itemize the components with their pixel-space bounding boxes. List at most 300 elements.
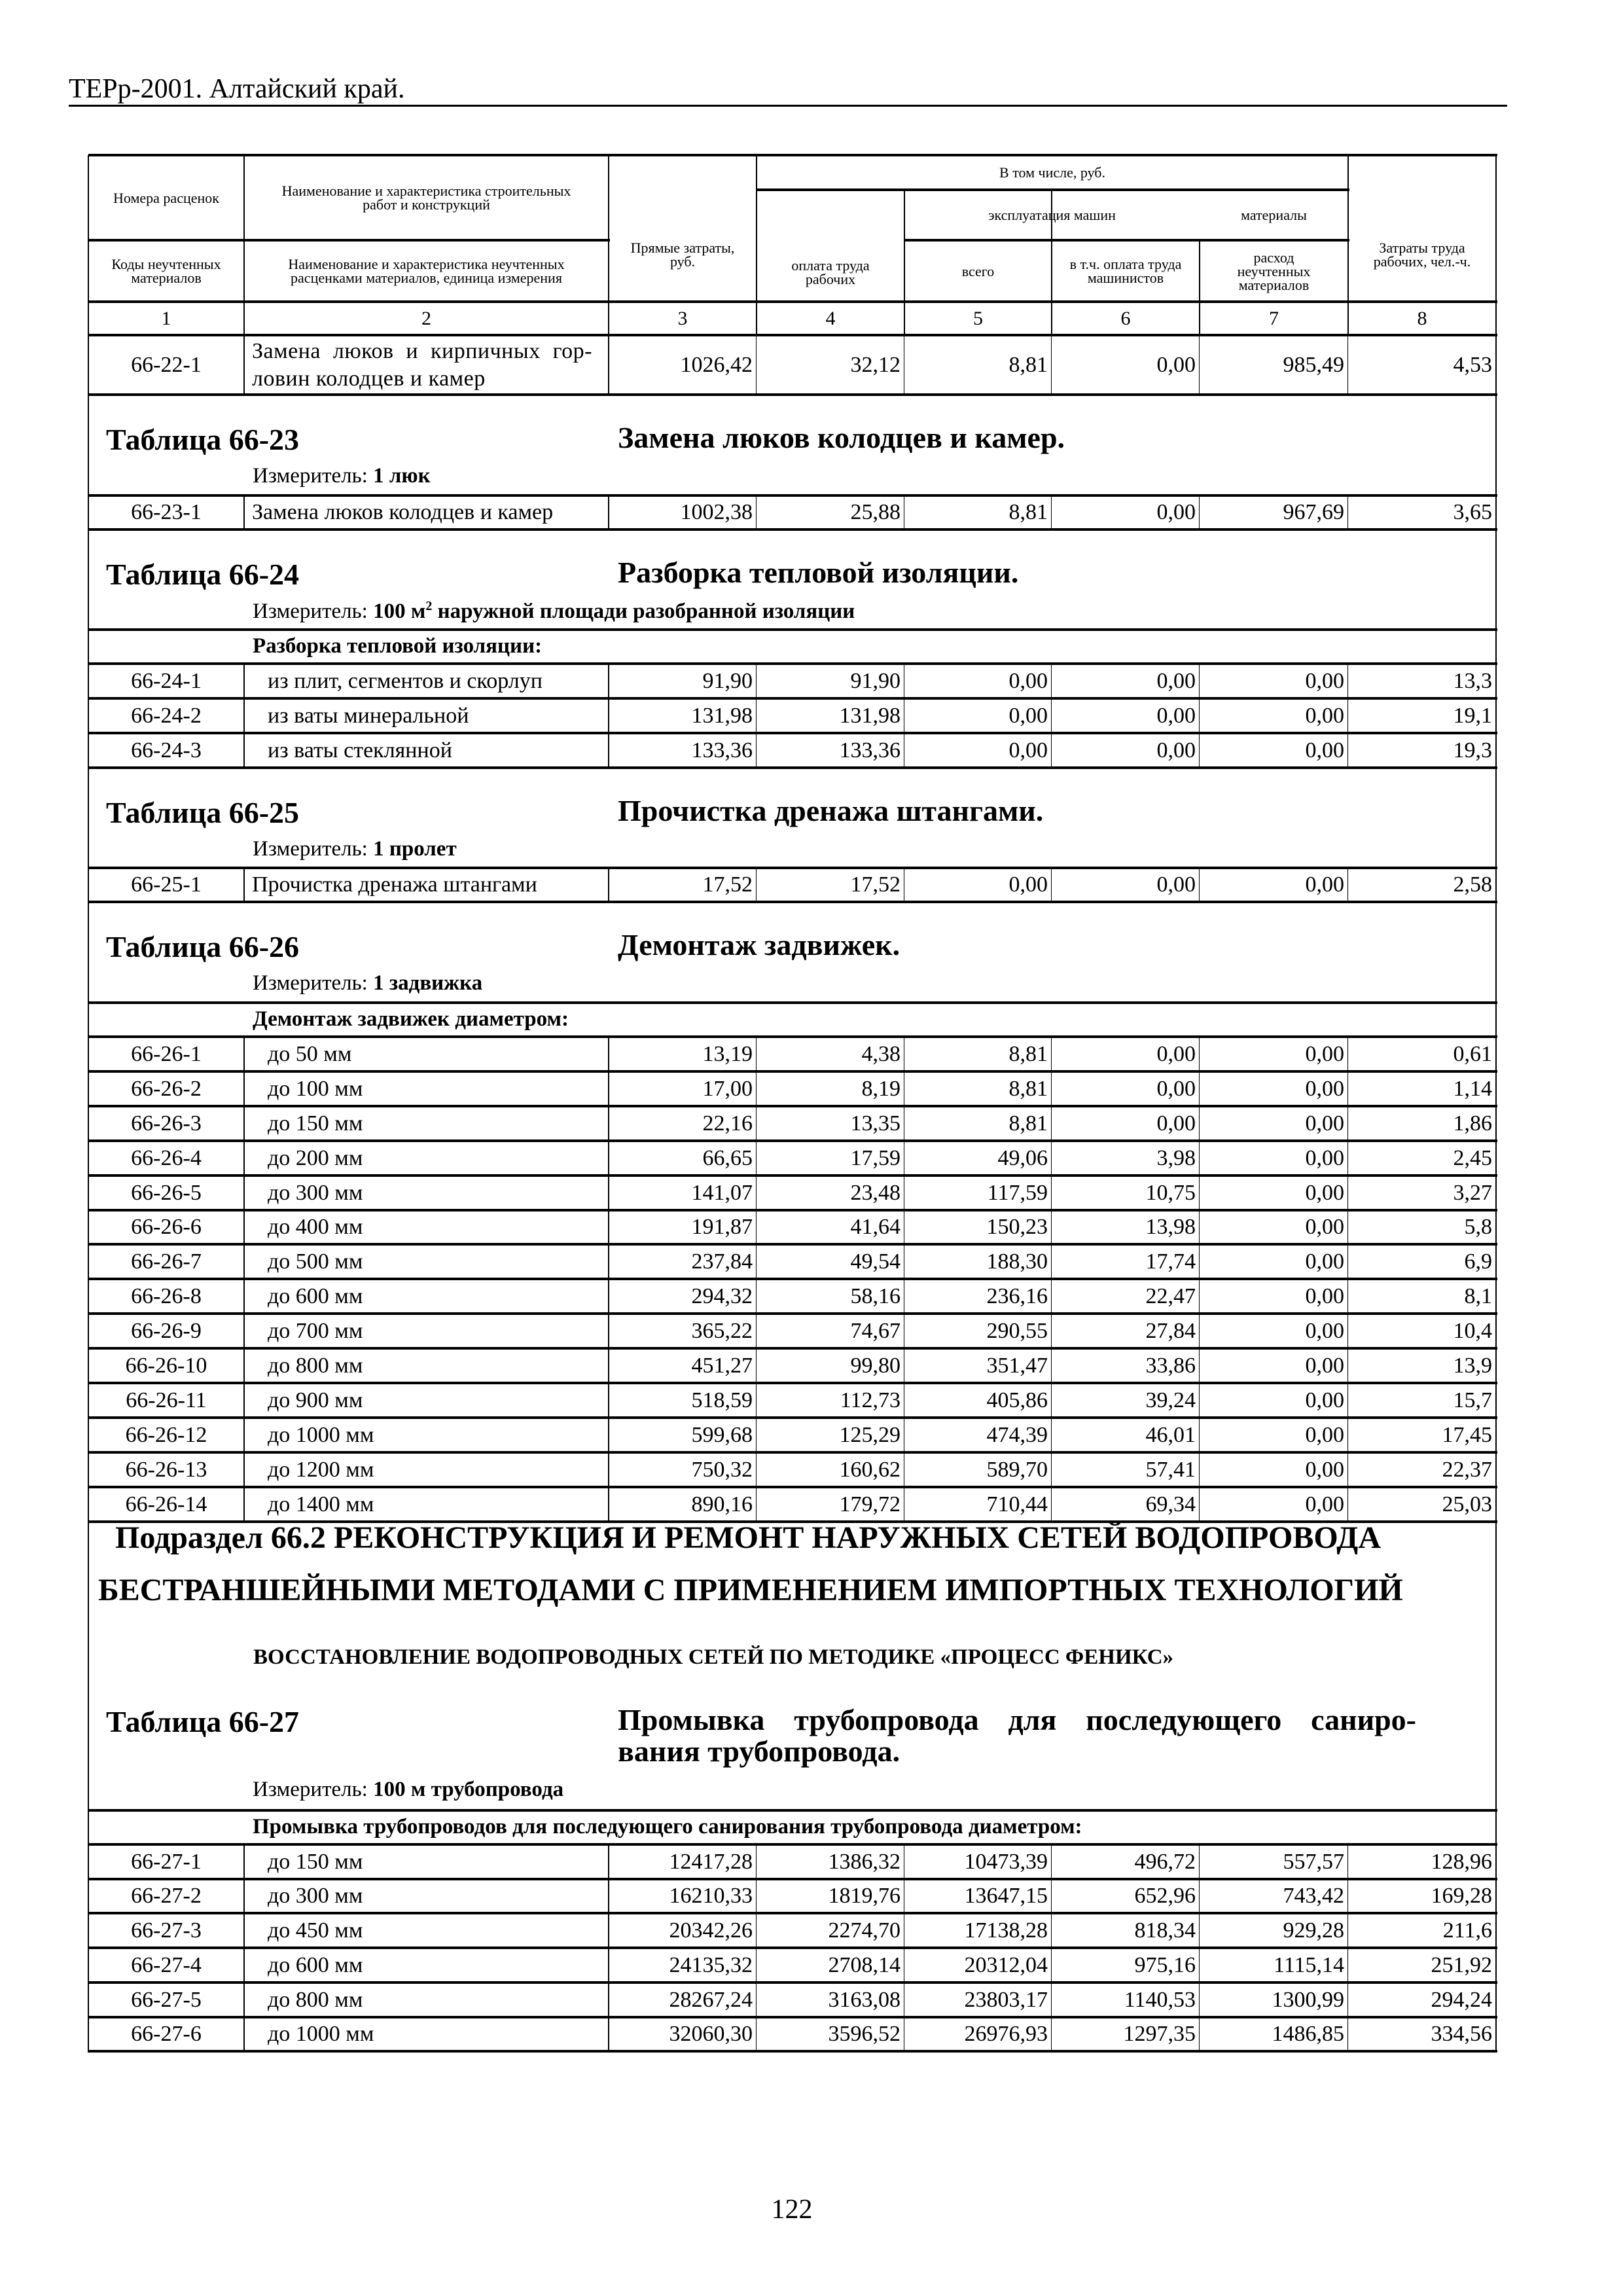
rate-name-text: до 800 мм <box>268 1987 363 2012</box>
rate-code-text: 66-26-5 <box>131 1180 202 1205</box>
rate-name <box>244 1314 609 1348</box>
value-labor <box>757 1141 904 1175</box>
rate-name <box>244 1141 609 1175</box>
rate-name <box>244 1348 609 1383</box>
value-hours-text: 8,1 <box>1464 1283 1492 1308</box>
value-labor-text: 131,98 <box>839 703 901 728</box>
value-labor <box>757 1879 904 1913</box>
value-operators-text: 1140,53 <box>1124 1987 1196 2012</box>
value-machines <box>904 733 1052 768</box>
value-materials <box>1200 698 1348 733</box>
meter-value: 100 м <box>373 600 426 623</box>
running-header: ТЕРр-2001. Алтайский край. <box>69 74 405 104</box>
rate-code <box>88 733 244 768</box>
header-group-including <box>757 155 1348 190</box>
value-materials-text: 929,28 <box>1283 1918 1344 1943</box>
rate-code-text: 66-26-6 <box>131 1215 202 1239</box>
table-subheading: Демонтаж задвижек диаметром: <box>253 1007 569 1031</box>
value-hours <box>1348 1913 1496 1948</box>
value-operators <box>1052 1141 1200 1175</box>
value-operators <box>1052 1418 1200 1452</box>
value-direct-text: 1002,38 <box>680 500 753 524</box>
value-materials-text: 1300,99 <box>1272 1987 1344 2012</box>
value-hours <box>1348 1879 1496 1913</box>
header-col3-text: Прямые затраты, руб. <box>630 240 735 270</box>
rate-name-text: до 150 мм <box>268 1849 363 1874</box>
header-col1-bottom <box>88 240 244 302</box>
value-direct <box>609 1348 757 1383</box>
value-materials-text: 0,00 <box>1305 1145 1344 1170</box>
value-hours <box>1348 1844 1496 1879</box>
value-direct <box>609 2017 757 2051</box>
rate-code-text: 66-26-13 <box>125 1457 207 1482</box>
value-materials-text: 743,42 <box>1283 1884 1344 1908</box>
value-hours-text: 13,9 <box>1453 1353 1492 1378</box>
value-operators <box>1052 1071 1200 1106</box>
rate-code <box>88 1244 244 1279</box>
header-col2-bottom <box>244 240 609 302</box>
rate-name-text: до 600 мм <box>268 1952 363 1977</box>
value-materials <box>1200 1452 1348 1487</box>
table-rule <box>88 628 1497 631</box>
value-materials <box>1200 1314 1348 1348</box>
value-operators <box>1052 1879 1200 1913</box>
value-hours <box>1348 1948 1496 1982</box>
table-rule <box>88 1809 1497 1812</box>
header-col7 <box>1200 240 1348 302</box>
value-hours <box>1348 1141 1496 1175</box>
value-materials-text: 0,00 <box>1305 1388 1344 1412</box>
value-labor-text: 125,29 <box>839 1422 901 1447</box>
value-direct-text: 599,68 <box>691 1422 753 1447</box>
value-machines <box>904 1141 1052 1175</box>
rate-name-text: до 50 мм <box>268 1041 352 1066</box>
value-labor-text: 99,80 <box>850 1353 901 1378</box>
value-machines <box>904 698 1052 733</box>
value-hours <box>1348 1314 1496 1348</box>
value-labor <box>757 1452 904 1487</box>
value-machines <box>904 1418 1052 1452</box>
value-direct-text: 12417,28 <box>669 1849 753 1874</box>
header-group-machines <box>904 190 1200 240</box>
rate-code <box>88 1348 244 1383</box>
value-operators <box>1052 1948 1200 1982</box>
value-operators-text: 13,98 <box>1145 1215 1196 1239</box>
rate-code <box>88 1948 244 1982</box>
value-operators <box>1052 495 1200 529</box>
value-labor-text: 49,54 <box>850 1249 901 1274</box>
value-materials <box>1200 1487 1348 1522</box>
rate-name <box>244 1279 609 1314</box>
column-number-text: 2 <box>421 307 431 329</box>
value-machines <box>904 1071 1052 1106</box>
value-materials-text: 0,00 <box>1305 1283 1344 1308</box>
table-title-line: Промывка трубопровода для последующего саниро- <box>618 1703 1416 1736</box>
value-materials <box>1200 1175 1348 1210</box>
rate-name <box>244 1210 609 1244</box>
value-labor <box>757 1487 904 1522</box>
value-machines-text: 405,86 <box>986 1388 1048 1412</box>
value-machines <box>904 1487 1052 1522</box>
rate-code <box>88 335 244 395</box>
value-materials <box>1200 1279 1348 1314</box>
value-machines <box>904 1210 1052 1244</box>
value-operators <box>1052 868 1200 902</box>
value-direct <box>609 698 757 733</box>
value-direct <box>609 868 757 902</box>
value-hours <box>1348 1106 1496 1141</box>
value-materials-text: 0,00 <box>1305 703 1344 728</box>
header-col7-text: расход неучтенных материалов <box>1237 249 1311 293</box>
value-materials <box>1200 1383 1348 1418</box>
value-machines-text: 8,81 <box>1008 1076 1048 1101</box>
value-machines-text: 0,00 <box>1008 703 1048 728</box>
meter-prefix: Измеритель: <box>253 1778 374 1801</box>
value-hours <box>1348 495 1496 529</box>
header-col3 <box>609 155 757 302</box>
value-labor <box>757 1071 904 1106</box>
value-hours-text: 3,27 <box>1453 1180 1492 1205</box>
value-direct-text: 518,59 <box>691 1388 753 1412</box>
value-materials <box>1200 1141 1348 1175</box>
value-materials <box>1200 1948 1348 1982</box>
table-meter <box>253 599 855 624</box>
rate-name <box>244 1383 609 1418</box>
rate-code <box>88 1913 244 1948</box>
value-operators-text: 0,00 <box>1156 500 1196 524</box>
rate-name-text: до 100 мм <box>268 1076 363 1101</box>
rate-name-text: из ваты минеральной <box>268 703 469 728</box>
header-col5-text: всего <box>961 262 995 279</box>
column-number-text: 1 <box>161 307 171 329</box>
rate-code-text: 66-27-3 <box>131 1918 202 1943</box>
meter-value: 1 задвижка <box>373 971 483 995</box>
value-labor <box>757 495 904 529</box>
value-direct <box>609 1141 757 1175</box>
subsection-title-line2: БЕСТРАНШЕЙНЫМИ МЕТОДАМИ С ПРИМЕНЕНИЕМ ИМПОРТНЫХ ТЕХНОЛОГИЙ <box>98 1573 1403 1607</box>
value-direct <box>609 1279 757 1314</box>
rate-name-text: до 1400 мм <box>268 1492 374 1516</box>
rate-code <box>88 1279 244 1314</box>
value-materials-text: 557,57 <box>1283 1849 1344 1874</box>
rate-name <box>244 1913 609 1948</box>
value-hours <box>1348 2017 1496 2051</box>
rate-name-text: до 700 мм <box>268 1318 363 1343</box>
value-labor-text: 2274,70 <box>828 1918 901 1943</box>
rate-code <box>88 1383 244 1418</box>
value-operators-text: 39,24 <box>1145 1388 1196 1412</box>
value-direct-text: 237,84 <box>691 1249 753 1274</box>
value-materials-text: 0,00 <box>1305 1492 1344 1516</box>
table-title: Разборка тепловой изоляции. <box>618 556 1019 589</box>
value-hours-text: 5,8 <box>1464 1215 1492 1239</box>
table-subheading: Разборка тепловой изоляции: <box>253 634 543 658</box>
value-hours <box>1348 733 1496 768</box>
value-materials <box>1200 664 1348 698</box>
value-machines-text: 8,81 <box>1008 352 1048 377</box>
value-labor <box>757 1913 904 1948</box>
rate-name <box>244 495 609 529</box>
rate-code-text: 66-26-11 <box>126 1388 207 1412</box>
value-labor-text: 17,59 <box>850 1145 901 1170</box>
value-hours <box>1348 1383 1496 1418</box>
table-title: Демонтаж задвижек. <box>618 928 901 961</box>
value-materials <box>1200 495 1348 529</box>
meter-prefix: Измеритель: <box>253 600 374 623</box>
value-machines <box>904 1879 1052 1913</box>
value-operators <box>1052 335 1200 395</box>
value-materials-text: 0,00 <box>1305 1457 1344 1482</box>
rate-name <box>244 1244 609 1279</box>
rate-name <box>244 1418 609 1452</box>
value-materials <box>1200 1879 1348 1913</box>
value-operators <box>1052 1383 1200 1418</box>
value-operators-text: 0,00 <box>1156 352 1196 377</box>
value-machines-text: 17138,28 <box>964 1918 1048 1943</box>
value-labor <box>757 1279 904 1314</box>
value-materials-text: 1115,14 <box>1274 1952 1344 1977</box>
table-label: Таблица 66-26 <box>106 930 300 963</box>
rate-name <box>244 733 609 768</box>
header-col1-top-text: Номера расценок <box>113 189 219 206</box>
value-labor <box>757 1844 904 1879</box>
value-labor-text: 58,16 <box>850 1283 901 1308</box>
value-machines-text: 474,39 <box>986 1422 1048 1447</box>
value-hours <box>1348 1487 1496 1522</box>
rate-code <box>88 1452 244 1487</box>
rate-code-text: 66-26-8 <box>131 1283 202 1308</box>
value-operators-text: 0,00 <box>1156 1076 1196 1101</box>
value-labor <box>757 2017 904 2051</box>
value-operators-text: 17,74 <box>1145 1249 1196 1274</box>
value-hours <box>1348 1175 1496 1210</box>
value-operators <box>1052 1452 1200 1487</box>
column-number-text: 4 <box>825 307 836 329</box>
value-materials-text: 0,00 <box>1305 1353 1344 1378</box>
value-operators-text: 1297,35 <box>1123 2022 1196 2046</box>
value-hours-text: 10,4 <box>1453 1318 1492 1343</box>
value-labor <box>757 1037 904 1071</box>
value-operators-text: 0,00 <box>1156 1041 1196 1066</box>
value-direct <box>609 1175 757 1210</box>
value-direct <box>609 495 757 529</box>
value-direct <box>609 1982 757 2017</box>
column-number-text: 8 <box>1417 307 1427 329</box>
value-labor-text: 91,90 <box>850 668 901 693</box>
value-materials-text: 985,49 <box>1283 352 1344 377</box>
column-number <box>904 302 1052 335</box>
value-labor-text: 13,35 <box>850 1111 901 1136</box>
value-direct-text: 32060,30 <box>669 2022 753 2046</box>
header-col8-text: Затраты труда рабочих, чел.-ч. <box>1373 240 1471 270</box>
value-operators <box>1052 1210 1200 1244</box>
value-operators-text: 33,86 <box>1145 1353 1196 1378</box>
value-machines-text: 8,81 <box>1008 1041 1048 1066</box>
value-materials <box>1200 733 1348 768</box>
value-direct-text: 294,32 <box>691 1283 753 1308</box>
rate-code-text: 66-27-4 <box>131 1952 202 1977</box>
value-operators-text: 3,98 <box>1156 1145 1196 1170</box>
value-labor <box>757 1948 904 1982</box>
value-direct-text: 451,27 <box>691 1353 753 1378</box>
rate-name-text: до 600 мм <box>268 1283 363 1308</box>
header-group-machines-text: эксплуатация машин <box>988 207 1116 223</box>
value-materials-text: 0,00 <box>1305 668 1344 693</box>
rate-name-text: до 300 мм <box>268 1180 363 1205</box>
value-hours-text: 1,14 <box>1453 1076 1492 1101</box>
rate-code <box>88 1037 244 1071</box>
rate-name <box>244 335 609 395</box>
value-machines <box>904 335 1052 395</box>
value-direct-text: 890,16 <box>691 1492 753 1516</box>
value-hours <box>1348 1452 1496 1487</box>
rate-name <box>244 2017 609 2051</box>
value-machines-text: 290,55 <box>986 1318 1048 1343</box>
value-hours <box>1348 1071 1496 1106</box>
value-materials <box>1200 1244 1348 1279</box>
value-machines-text: 20312,04 <box>964 1952 1048 1977</box>
value-materials <box>1200 1982 1348 2017</box>
value-operators-text: 496,72 <box>1134 1849 1196 1874</box>
value-machines-text: 8,81 <box>1008 1111 1048 1136</box>
value-operators <box>1052 664 1200 698</box>
value-machines <box>904 1106 1052 1141</box>
value-direct <box>609 1106 757 1141</box>
rate-code-text: 66-27-5 <box>131 1987 202 2012</box>
value-labor-text: 112,73 <box>840 1388 901 1412</box>
value-materials <box>1200 1348 1348 1383</box>
rate-code <box>88 1210 244 1244</box>
rate-code-text: 66-26-10 <box>125 1353 207 1378</box>
value-hours <box>1348 1244 1496 1279</box>
meter-suffix: наружной площади разобранной изоляции <box>432 600 855 623</box>
rate-name <box>244 1106 609 1141</box>
value-machines <box>904 1844 1052 1879</box>
value-machines <box>904 1244 1052 1279</box>
value-direct-text: 17,52 <box>702 872 753 897</box>
value-direct <box>609 1210 757 1244</box>
column-number <box>1200 302 1348 335</box>
value-labor-text: 3163,08 <box>828 1987 901 2012</box>
value-labor <box>757 1210 904 1244</box>
value-direct-text: 16210,33 <box>669 1884 753 1908</box>
value-hours-text: 25,03 <box>1442 1492 1492 1516</box>
header-col2-bottom-text: Наименование и характеристика неучтенных расценками материалов, единица измерения <box>288 256 565 286</box>
column-number <box>88 302 244 335</box>
value-materials-text: 0,00 <box>1305 738 1344 762</box>
value-hours <box>1348 698 1496 733</box>
value-materials <box>1200 1071 1348 1106</box>
column-number <box>244 302 609 335</box>
rate-code-text: 66-24-3 <box>131 738 202 762</box>
table-label: Таблица 66-25 <box>106 796 300 829</box>
column-number-text: 5 <box>973 307 983 329</box>
value-materials-text: 0,00 <box>1305 1180 1344 1205</box>
value-machines-text: 236,16 <box>986 1283 1048 1308</box>
rate-name-text: до 300 мм <box>268 1884 363 1908</box>
value-hours-text: 3,65 <box>1453 500 1492 524</box>
value-machines-text: 351,47 <box>986 1353 1048 1378</box>
value-machines <box>904 868 1052 902</box>
column-number <box>1348 302 1496 335</box>
value-labor <box>757 1106 904 1141</box>
column-number-text: 3 <box>677 307 688 329</box>
rate-name-text: до 800 мм <box>268 1353 363 1378</box>
value-materials <box>1200 1913 1348 1948</box>
value-labor <box>757 733 904 768</box>
rate-code <box>88 664 244 698</box>
value-labor-text: 8,19 <box>861 1076 901 1101</box>
value-direct-text: 20342,26 <box>669 1918 753 1943</box>
rate-name-text: до 150 мм <box>268 1111 363 1136</box>
value-operators <box>1052 1913 1200 1948</box>
value-materials <box>1200 1210 1348 1244</box>
value-hours-text: 13,3 <box>1453 668 1492 693</box>
table-meter <box>253 837 457 861</box>
value-direct-text: 17,00 <box>702 1076 753 1101</box>
value-operators-text: 0,00 <box>1156 1111 1196 1136</box>
meter-value: 1 пролет <box>373 837 457 861</box>
value-machines <box>904 495 1052 529</box>
value-materials-text: 0,00 <box>1305 1422 1344 1447</box>
rate-code-text: 66-27-2 <box>131 1884 202 1908</box>
rate-name-text: до 450 мм <box>268 1918 363 1943</box>
value-direct-text: 13,19 <box>702 1041 753 1066</box>
meter-prefix: Измеритель: <box>253 837 374 861</box>
value-operators <box>1052 1175 1200 1210</box>
value-hours-text: 334,56 <box>1431 2022 1492 2046</box>
value-machines-text: 10473,39 <box>964 1849 1048 1874</box>
value-hours <box>1348 868 1496 902</box>
rate-name-text: до 1000 мм <box>268 2022 374 2046</box>
value-direct <box>609 335 757 395</box>
column-number-text: 7 <box>1269 307 1279 329</box>
rate-name <box>244 868 609 902</box>
rate-name <box>244 1452 609 1487</box>
value-direct-text: 24135,32 <box>669 1952 753 1977</box>
value-materials <box>1200 335 1348 395</box>
table-subheading: Промывка трубопроводов для последующего санирования трубопровода диаметром: <box>253 1815 1082 1839</box>
table-meter <box>253 464 431 488</box>
value-hours-text: 0,61 <box>1453 1041 1492 1066</box>
rate-name-line: ловин колодцев и камер <box>252 366 486 391</box>
value-direct <box>609 1879 757 1913</box>
value-direct <box>609 1314 757 1348</box>
value-hours <box>1348 335 1496 395</box>
value-hours-text: 19,1 <box>1453 703 1492 728</box>
rate-name-text: до 500 мм <box>268 1249 363 1274</box>
value-hours-text: 2,45 <box>1453 1145 1492 1170</box>
value-materials-text: 1486,85 <box>1272 2022 1344 2046</box>
value-labor <box>757 868 904 902</box>
rate-code <box>88 1141 244 1175</box>
value-machines-text: 8,81 <box>1008 500 1048 524</box>
header-group-including-text: В том числе, руб. <box>999 164 1105 181</box>
value-machines <box>904 1948 1052 1982</box>
value-direct-text: 131,98 <box>691 703 753 728</box>
value-materials-text: 0,00 <box>1305 1249 1344 1274</box>
value-direct-text: 191,87 <box>691 1215 753 1239</box>
value-operators-text: 975,16 <box>1134 1952 1196 1977</box>
value-operators-text: 0,00 <box>1156 738 1196 762</box>
value-operators-text: 27,84 <box>1145 1318 1196 1343</box>
rate-code-text: 66-26-14 <box>125 1492 207 1516</box>
rate-name <box>244 1982 609 2017</box>
value-labor <box>757 1175 904 1210</box>
value-hours-text: 17,45 <box>1442 1422 1492 1447</box>
value-labor <box>757 1418 904 1452</box>
header-group-materials-text: материалы <box>1241 207 1307 223</box>
